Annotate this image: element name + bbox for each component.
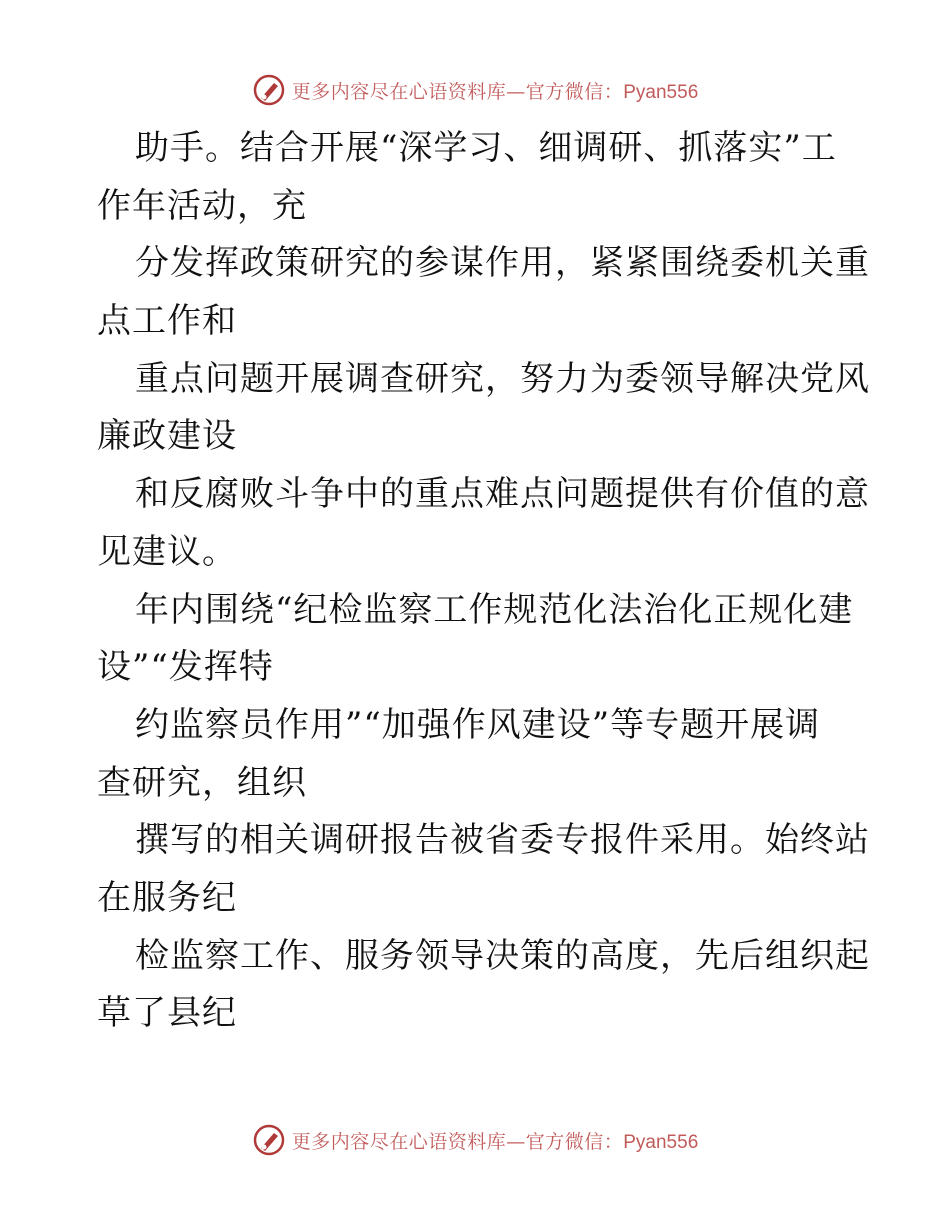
text-line: 作年活动，充 (97, 185, 307, 226)
text-line: 廉政建设 (97, 416, 237, 457)
text-line: 检监察工作、服务领导决策的高度，先后组织起 (135, 935, 870, 976)
header-banner (0, 70, 950, 110)
text-line: 助手。结合开展“深学习、细调研、抓落实”工 (135, 128, 837, 168)
pen-nib-circle-icon (252, 73, 286, 107)
document-body (97, 120, 870, 1043)
text-line: 查研究，组织 (97, 762, 307, 803)
text-line: 约监察员作用”“加强作风建设”等专题开展调 (135, 704, 821, 745)
footer-banner (0, 1120, 950, 1160)
text-line: 分发挥政策研究的参谋作用，紧紧围绕委机关重 (135, 243, 870, 284)
text-line: 和反腐败斗争中的重点难点问题提供有价值的意 (135, 474, 870, 515)
text-line: 撰写的相关调研报告被省委专报件采用。始终站 (135, 820, 870, 861)
pen-nib-circle-icon (252, 1123, 286, 1157)
text-line: 见建议。 (97, 531, 237, 572)
text-line: 草了县纪 (97, 993, 237, 1034)
text-line: 重点问题开展调查研究，努力为委领导解决党风 (135, 358, 870, 399)
banner-text: 更多内容尽在心语资料库—官方微信：Pyan556 (291, 80, 699, 103)
text-line: 在服务纪 (97, 877, 237, 918)
text-line: 设”“发挥特 (97, 647, 274, 688)
text-line: 点工作和 (97, 301, 237, 342)
banner-text: 更多内容尽在心语资料库—官方微信：Pyan556 (291, 1130, 699, 1153)
text-line: 年内围绕“纪检监察工作规范化法治化正规化建 (135, 589, 854, 630)
